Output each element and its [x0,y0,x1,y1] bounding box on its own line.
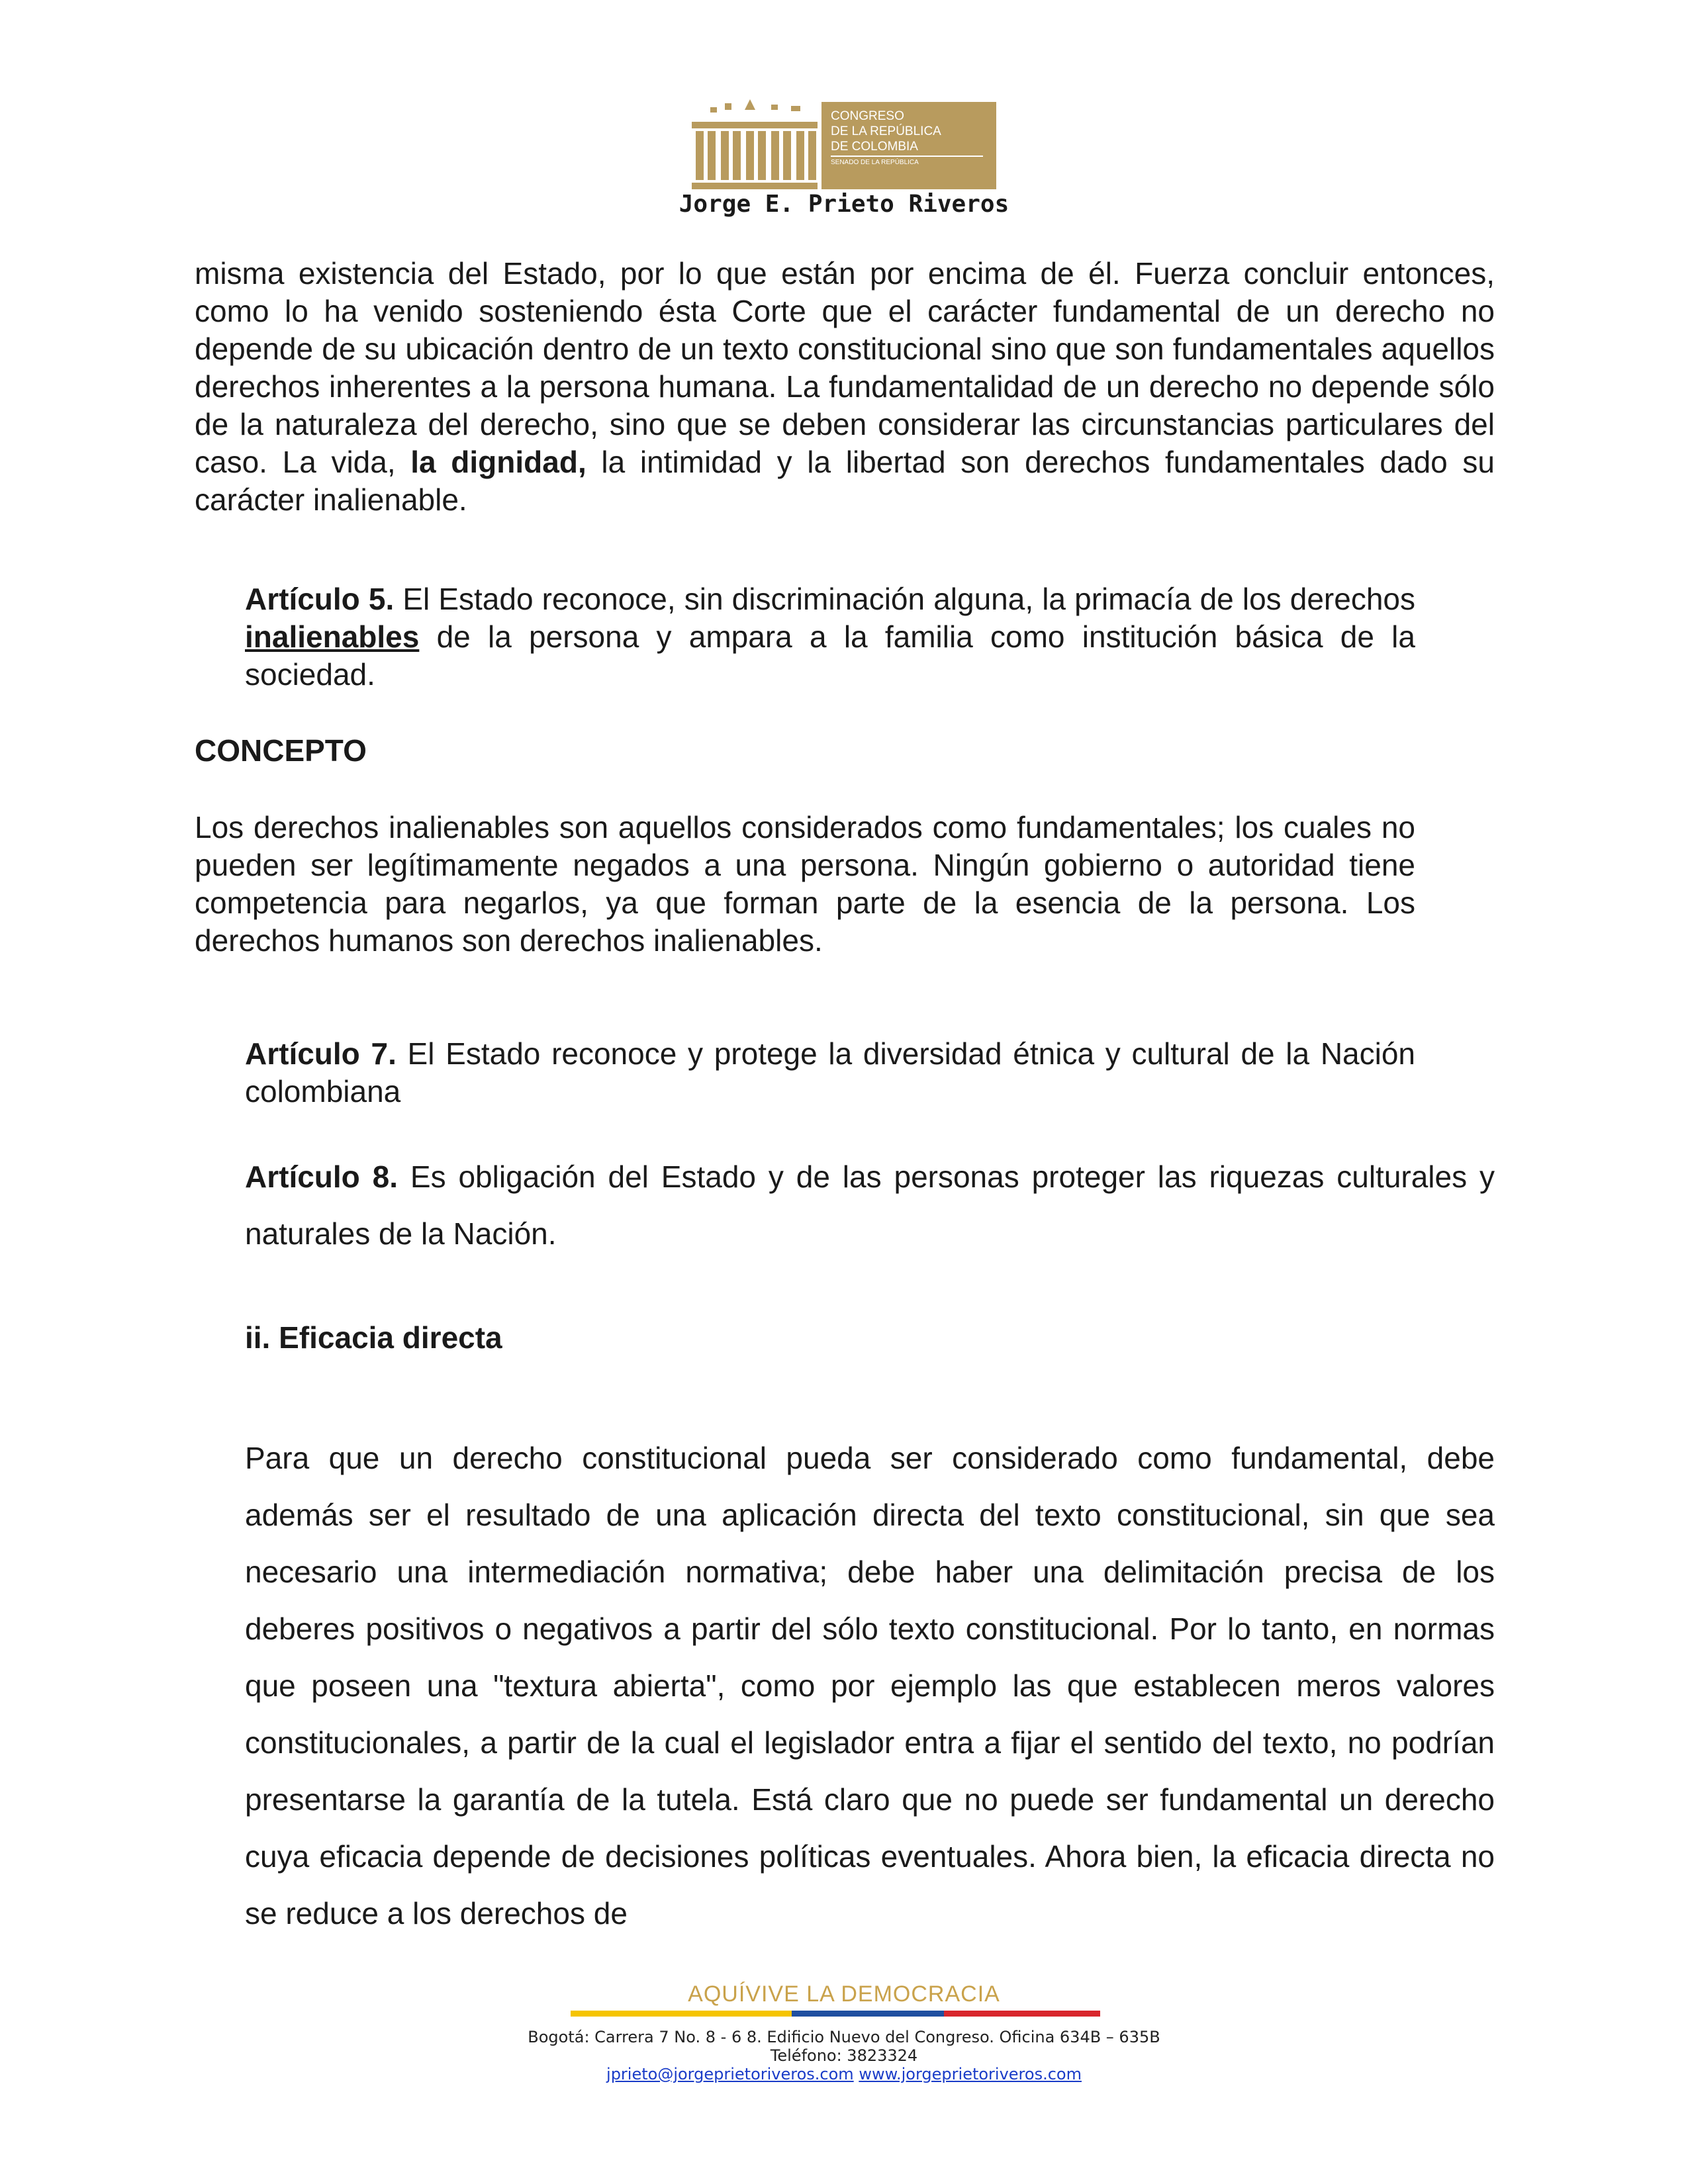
article-5 [245,580,1415,694]
logo-line-2: DE LA REPÚBLICA [831,124,941,138]
article-8-label: Artículo 8. [245,1160,399,1194]
logo-text-box [821,102,996,189]
article-7-text: El Estado reconoce y protege la diversidad étnica y cultural de la Nación colombiana [245,1036,1416,1109]
article-7 [245,1035,1415,1111]
article-8-text: Es obligación del Estado y de las personas proteger las riquezas culturales y naturales de la Nación. [245,1160,1495,1251]
footer-motto: AQUÍVIVE LA DEMOCRACIA [688,1981,1000,2007]
article-5-text-a: El Estado reconoce, sin discriminación alguna, la primacía de los derechos [394,582,1415,616]
colombia-flag-bar [571,2011,1100,2017]
article-5-text-b: de la persona y ampara a la familia como institución básica de la sociedad. [245,619,1415,692]
article-7-label: Artículo 7. [245,1036,397,1071]
intro-text-b: la intimidad y la libertad son derechos fundamentales dado su carácter inalienable. [195,445,1495,517]
article-5-underlined: inalienables [245,619,420,654]
footer-email-link[interactable]: jprieto@jorgeprietoriveros.com [606,2065,854,2083]
author-name: Jorge E. Prieto Riveros [679,191,1009,218]
concepto-heading: CONCEPTO [195,733,367,768]
logo-small-text: SENADO DE LA REPÚBLICA [831,159,919,166]
eficacia-heading: ii. Eficacia directa [245,1320,502,1355]
concepto-paragraph: Los derechos inalienables son aquellos considerados como fundamentales; los cuales no pueden ser legítimamente negados a una persona. Ningún gobierno o autoridad tiene competencia para negarlos, ya que forman parte de la esencia de la persona. Los derechos humanos son derechos inalienables. [195,810,1415,958]
intro-bold-text: la dignidad, [410,445,586,479]
footer-address: Bogotá: Carrera 7 No. 8 - 6 8. Edificio Nuevo del Congreso. Oficina 634B – 635B [528,2028,1160,2046]
letterhead [0,98,1688,193]
capitol-building-icon [692,98,821,189]
footer-website-link[interactable]: www.jorgeprietoriveros.com [859,2065,1082,2083]
article-5-label: Artículo 5. [245,582,395,616]
intro-text-a: misma existencia del Estado, por lo que están por encima de él. Fuerza concluir entonces, como lo ha venido sosteniendo ésta Corte que el carácter fundamental de un derecho no depende de su ubicación dentro de un texto constitucional sino que son fundamentales aquellos derechos inherentes a la persona humana. La fundamentalidad de un derecho no depende sólo de la naturaleza del derecho, sino que se deben considerar las circunstancias particulares del caso. La vida, [195,256,1495,479]
intro-paragraph [195,255,1495,519]
footer-phone: Teléfono: 3823324 [770,2046,918,2065]
logo-line-1: CONGRESO [831,109,904,123]
congreso-logo [692,98,996,189]
footer-links [0,2065,1688,2083]
logo-line-3: DE COLOMBIA [831,140,918,154]
eficacia-paragraph: Para que un derecho constitucional pueda ser considerado como fundamental, debe además ser el resultado de una aplicación directa del texto constitucional, sin que sea necesario una intermediación normativa; debe haber una delimitación precisa de los deberes positivos o negativos a partir del sólo texto constitucional. Por lo tanto, en normas que poseen una "textura abierta", como por ejemplo las que establecen meros valores constitucionales, a partir de la cual el legislador entra a fijar el sentido del texto, no podrían presentarse la garantía de la tutela. Está claro que no puede ser fundamental un derecho cuya eficacia depende de decisiones políticas eventuales. Ahora bien, la eficacia directa no se reduce a los derechos de [245,1441,1495,1931]
article-8 [245,1148,1495,1262]
